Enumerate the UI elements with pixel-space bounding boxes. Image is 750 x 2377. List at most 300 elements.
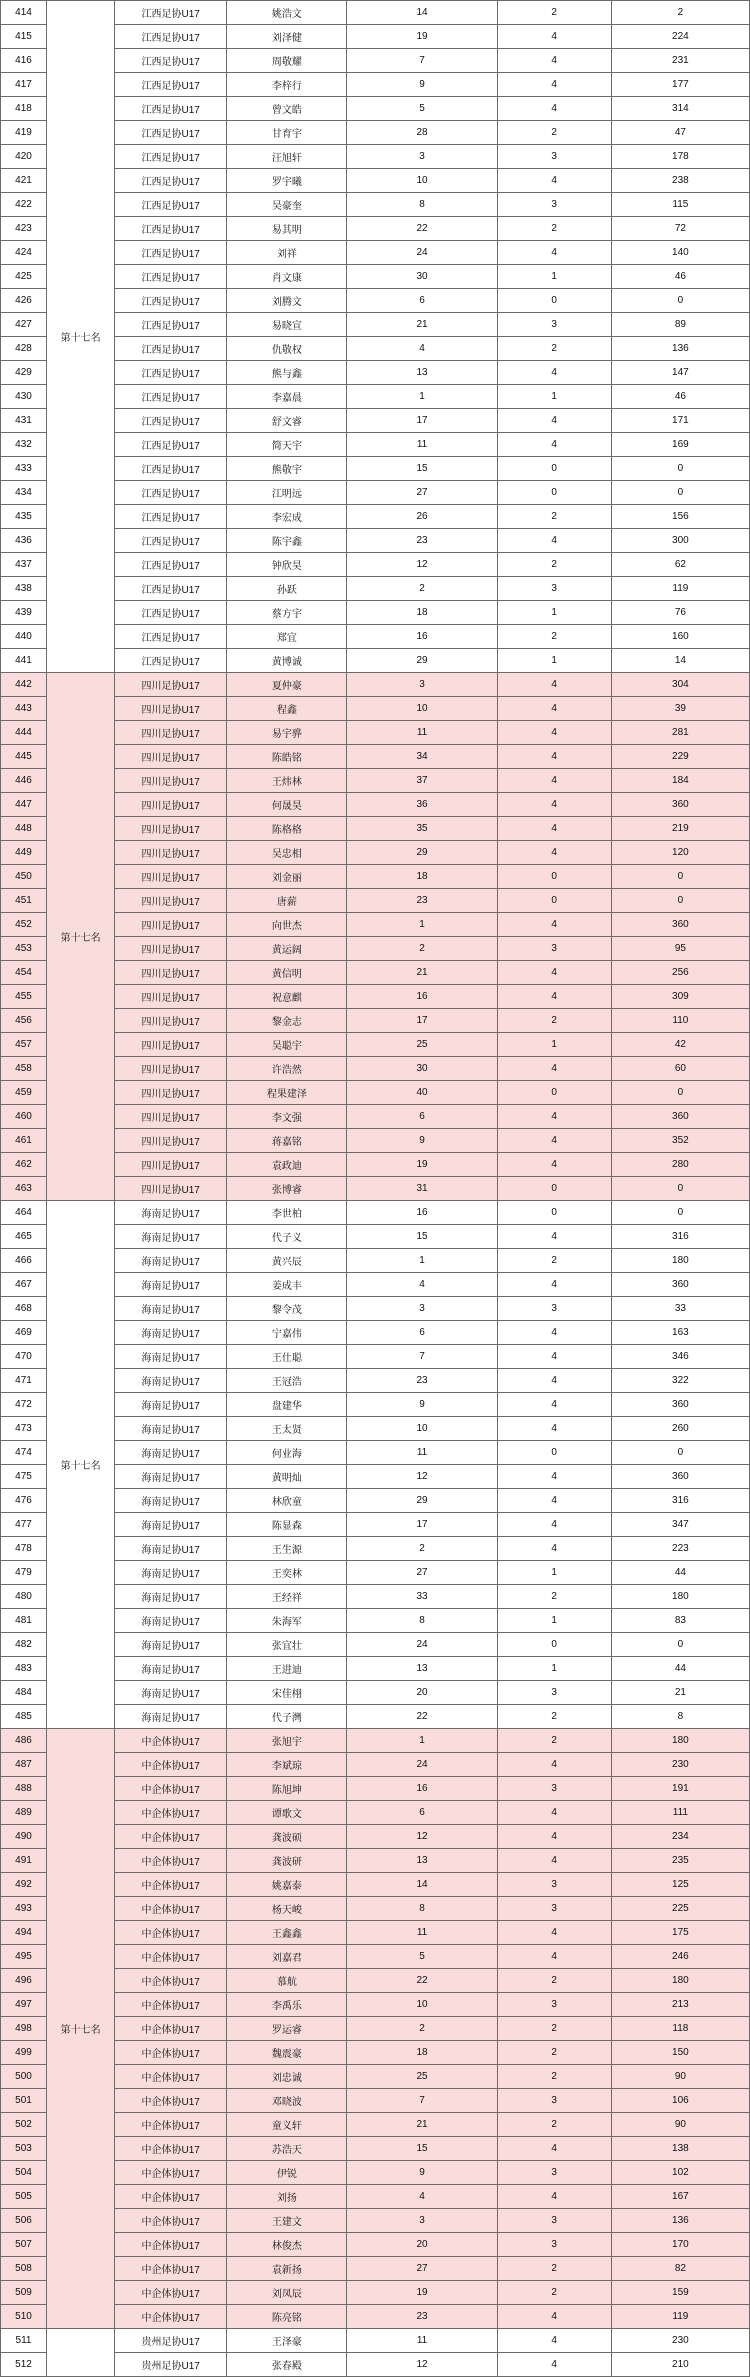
cell-value-3: 90 <box>611 2065 749 2089</box>
cell-player-name: 王建文 <box>227 2209 347 2233</box>
cell-value-1: 31 <box>347 1177 497 1201</box>
cell-value-2: 3 <box>497 1681 611 1705</box>
cell-index: 479 <box>1 1561 47 1585</box>
cell-value-2: 3 <box>497 2209 611 2233</box>
cell-player-name: 蒋嘉铭 <box>227 1129 347 1153</box>
cell-team: 海南足协U17 <box>115 1225 227 1249</box>
cell-value-2: 4 <box>497 817 611 841</box>
cell-team: 江西足协U17 <box>115 73 227 97</box>
cell-value-1: 2 <box>347 937 497 961</box>
cell-value-3: 309 <box>611 985 749 1009</box>
cell-value-2: 3 <box>497 1897 611 1921</box>
cell-team: 中企体协U17 <box>115 2041 227 2065</box>
cell-index: 464 <box>1 1201 47 1225</box>
cell-team: 海南足协U17 <box>115 1417 227 1441</box>
cell-team: 四川足协U17 <box>115 793 227 817</box>
cell-team: 海南足协U17 <box>115 1321 227 1345</box>
cell-value-2: 4 <box>497 985 611 1009</box>
cell-index: 467 <box>1 1273 47 1297</box>
cell-value-3: 42 <box>611 1033 749 1057</box>
cell-player-name: 唐薪 <box>227 889 347 913</box>
cell-index: 433 <box>1 457 47 481</box>
cell-value-1: 34 <box>347 745 497 769</box>
cell-index: 490 <box>1 1825 47 1849</box>
cell-value-2: 4 <box>497 2305 611 2329</box>
cell-value-1: 16 <box>347 985 497 1009</box>
cell-team: 江西足协U17 <box>115 241 227 265</box>
cell-value-1: 27 <box>347 1561 497 1585</box>
cell-player-name: 陈显森 <box>227 1513 347 1537</box>
cell-player-name: 邓晓波 <box>227 2089 347 2113</box>
cell-value-3: 360 <box>611 1393 749 1417</box>
cell-value-1: 10 <box>347 169 497 193</box>
cell-value-3: 119 <box>611 577 749 601</box>
cell-value-3: 0 <box>611 1633 749 1657</box>
cell-index: 419 <box>1 121 47 145</box>
cell-value-2: 4 <box>497 1801 611 1825</box>
cell-player-name: 姜成丰 <box>227 1273 347 1297</box>
cell-player-name: 林俊杰 <box>227 2233 347 2257</box>
cell-value-3: 83 <box>611 1609 749 1633</box>
cell-value-2: 4 <box>497 1753 611 1777</box>
cell-value-1: 19 <box>347 2281 497 2305</box>
cell-team: 江西足协U17 <box>115 169 227 193</box>
cell-value-2: 4 <box>497 2353 611 2377</box>
cell-team: 中企体协U17 <box>115 1897 227 1921</box>
cell-value-1: 3 <box>347 145 497 169</box>
cell-player-name: 易其明 <box>227 217 347 241</box>
cell-index: 462 <box>1 1153 47 1177</box>
cell-value-3: 138 <box>611 2137 749 2161</box>
cell-value-1: 30 <box>347 1057 497 1081</box>
cell-index: 510 <box>1 2305 47 2329</box>
cell-index: 448 <box>1 817 47 841</box>
cell-value-1: 5 <box>347 1945 497 1969</box>
cell-value-2: 3 <box>497 193 611 217</box>
cell-index: 505 <box>1 2185 47 2209</box>
cell-index: 460 <box>1 1105 47 1129</box>
cell-team: 江西足协U17 <box>115 409 227 433</box>
cell-player-name: 李世柏 <box>227 1201 347 1225</box>
cell-team: 海南足协U17 <box>115 1513 227 1537</box>
cell-value-2: 4 <box>497 1945 611 1969</box>
cell-player-name: 刘金丽 <box>227 865 347 889</box>
cell-value-2: 4 <box>497 1057 611 1081</box>
cell-player-name: 张博睿 <box>227 1177 347 1201</box>
table-row <box>1 1 750 25</box>
cell-team: 海南足协U17 <box>115 1537 227 1561</box>
cell-value-3: 8 <box>611 1705 749 1729</box>
cell-index: 474 <box>1 1441 47 1465</box>
cell-player-name: 程果建泽 <box>227 1081 347 1105</box>
cell-index: 495 <box>1 1945 47 1969</box>
cell-team: 中企体协U17 <box>115 1921 227 1945</box>
cell-value-1: 15 <box>347 2137 497 2161</box>
cell-player-name: 向世杰 <box>227 913 347 937</box>
cell-value-1: 29 <box>347 649 497 673</box>
cell-value-3: 191 <box>611 1777 749 1801</box>
cell-value-2: 1 <box>497 1609 611 1633</box>
cell-value-1: 13 <box>347 1849 497 1873</box>
cell-value-3: 111 <box>611 1801 749 1825</box>
cell-value-3: 280 <box>611 1153 749 1177</box>
cell-index: 497 <box>1 1993 47 2017</box>
cell-value-2: 3 <box>497 2161 611 2185</box>
cell-index: 424 <box>1 241 47 265</box>
cell-player-name: 舒文睿 <box>227 409 347 433</box>
cell-player-name: 王生源 <box>227 1537 347 1561</box>
cell-player-name: 陈格格 <box>227 817 347 841</box>
cell-value-3: 147 <box>611 361 749 385</box>
cell-value-1: 23 <box>347 889 497 913</box>
cell-player-name: 孙跃 <box>227 577 347 601</box>
cell-value-1: 37 <box>347 769 497 793</box>
cell-player-name: 陈亮铭 <box>227 2305 347 2329</box>
cell-value-1: 23 <box>347 1369 497 1393</box>
cell-index: 475 <box>1 1465 47 1489</box>
cell-value-1: 12 <box>347 1465 497 1489</box>
cell-value-2: 2 <box>497 553 611 577</box>
cell-value-3: 360 <box>611 793 749 817</box>
cell-index: 500 <box>1 2065 47 2089</box>
cell-player-name: 祝意麒 <box>227 985 347 1009</box>
cell-value-1: 3 <box>347 673 497 697</box>
cell-value-3: 360 <box>611 1273 749 1297</box>
cell-player-name: 甘育宇 <box>227 121 347 145</box>
cell-index: 512 <box>1 2353 47 2377</box>
cell-index: 446 <box>1 769 47 793</box>
cell-value-2: 1 <box>497 649 611 673</box>
cell-team: 海南足协U17 <box>115 1201 227 1225</box>
cell-value-3: 304 <box>611 673 749 697</box>
cell-player-name: 王奕林 <box>227 1561 347 1585</box>
cell-index: 439 <box>1 601 47 625</box>
cell-value-2: 2 <box>497 625 611 649</box>
cell-player-name: 罗运睿 <box>227 2017 347 2041</box>
cell-value-3: 219 <box>611 817 749 841</box>
cell-player-name: 李斌琼 <box>227 1753 347 1777</box>
cell-value-1: 30 <box>347 265 497 289</box>
cell-value-2: 0 <box>497 865 611 889</box>
cell-value-3: 322 <box>611 1369 749 1393</box>
cell-value-3: 150 <box>611 2041 749 2065</box>
cell-value-3: 0 <box>611 289 749 313</box>
cell-value-1: 15 <box>347 1225 497 1249</box>
cell-team: 中企体协U17 <box>115 1969 227 1993</box>
cell-value-2: 2 <box>497 121 611 145</box>
cell-value-3: 360 <box>611 913 749 937</box>
cell-player-name: 代子灣 <box>227 1705 347 1729</box>
cell-value-2: 0 <box>497 481 611 505</box>
cell-player-name: 王经祥 <box>227 1585 347 1609</box>
cell-value-1: 20 <box>347 2233 497 2257</box>
cell-team: 四川足协U17 <box>115 961 227 985</box>
cell-value-2: 3 <box>497 2089 611 2113</box>
cell-team: 江西足协U17 <box>115 1 227 25</box>
cell-value-2: 3 <box>497 2233 611 2257</box>
cell-value-3: 14 <box>611 649 749 673</box>
cell-value-3: 170 <box>611 2233 749 2257</box>
cell-value-2: 2 <box>497 2017 611 2041</box>
cell-team: 江西足协U17 <box>115 193 227 217</box>
cell-value-3: 125 <box>611 1873 749 1897</box>
cell-value-1: 9 <box>347 1393 497 1417</box>
cell-player-name: 汪旭轩 <box>227 145 347 169</box>
cell-player-name: 肖文康 <box>227 265 347 289</box>
cell-index: 440 <box>1 625 47 649</box>
cell-value-1: 1 <box>347 913 497 937</box>
cell-value-3: 234 <box>611 1825 749 1849</box>
cell-value-1: 24 <box>347 241 497 265</box>
cell-index: 487 <box>1 1753 47 1777</box>
cell-index: 436 <box>1 529 47 553</box>
cell-value-2: 2 <box>497 1 611 25</box>
cell-value-1: 18 <box>347 601 497 625</box>
cell-player-name: 吴豪奎 <box>227 193 347 217</box>
cell-index: 486 <box>1 1729 47 1753</box>
cell-value-1: 11 <box>347 1921 497 1945</box>
cell-value-3: 44 <box>611 1561 749 1585</box>
cell-value-1: 5 <box>347 97 497 121</box>
cell-value-1: 16 <box>347 1777 497 1801</box>
cell-value-2: 0 <box>497 1177 611 1201</box>
cell-value-3: 360 <box>611 1105 749 1129</box>
cell-player-name: 姚嘉泰 <box>227 1873 347 1897</box>
cell-player-name: 熊敬宇 <box>227 457 347 481</box>
cell-value-2: 4 <box>497 745 611 769</box>
cell-value-1: 8 <box>347 1897 497 1921</box>
cell-player-name: 王冠浩 <box>227 1369 347 1393</box>
cell-team: 四川足协U17 <box>115 937 227 961</box>
cell-value-3: 281 <box>611 721 749 745</box>
cell-team: 中企体协U17 <box>115 1801 227 1825</box>
cell-value-3: 346 <box>611 1345 749 1369</box>
cell-value-3: 0 <box>611 1177 749 1201</box>
cell-player-name: 林欣童 <box>227 1489 347 1513</box>
cell-team: 海南足协U17 <box>115 1609 227 1633</box>
cell-player-name: 谭歌文 <box>227 1801 347 1825</box>
cell-player-name: 袁新扬 <box>227 2257 347 2281</box>
cell-index: 504 <box>1 2161 47 2185</box>
cell-player-name: 盘建华 <box>227 1393 347 1417</box>
cell-value-1: 16 <box>347 625 497 649</box>
cell-value-3: 106 <box>611 2089 749 2113</box>
cell-value-3: 0 <box>611 1441 749 1465</box>
cell-value-3: 360 <box>611 1465 749 1489</box>
cell-player-name: 宋佳栩 <box>227 1681 347 1705</box>
cell-index: 488 <box>1 1777 47 1801</box>
cell-index: 503 <box>1 2137 47 2161</box>
cell-value-3: 47 <box>611 121 749 145</box>
cell-index: 469 <box>1 1321 47 1345</box>
cell-team: 四川足协U17 <box>115 721 227 745</box>
cell-index: 453 <box>1 937 47 961</box>
cell-value-3: 46 <box>611 385 749 409</box>
cell-value-2: 4 <box>497 841 611 865</box>
cell-value-2: 1 <box>497 1033 611 1057</box>
cell-index: 463 <box>1 1177 47 1201</box>
cell-value-2: 4 <box>497 769 611 793</box>
cell-player-name: 黎金志 <box>227 1009 347 1033</box>
cell-value-2: 3 <box>497 1297 611 1321</box>
cell-value-1: 7 <box>347 2089 497 2113</box>
cell-player-name: 刘泽健 <box>227 25 347 49</box>
cell-team: 四川足协U17 <box>115 745 227 769</box>
cell-rank-label: 第十七名 <box>47 1201 115 1729</box>
cell-value-1: 6 <box>347 1105 497 1129</box>
cell-value-2: 4 <box>497 361 611 385</box>
cell-value-3: 140 <box>611 241 749 265</box>
cell-index: 443 <box>1 697 47 721</box>
cell-player-name: 何晟昊 <box>227 793 347 817</box>
cell-index: 441 <box>1 649 47 673</box>
cell-value-3: 0 <box>611 865 749 889</box>
cell-value-3: 90 <box>611 2113 749 2137</box>
cell-team: 江西足协U17 <box>115 49 227 73</box>
cell-player-name: 易宇骅 <box>227 721 347 745</box>
cell-value-1: 12 <box>347 553 497 577</box>
cell-value-2: 4 <box>497 1489 611 1513</box>
cell-value-3: 95 <box>611 937 749 961</box>
cell-value-3: 119 <box>611 2305 749 2329</box>
cell-team: 中企体协U17 <box>115 2257 227 2281</box>
cell-team: 海南足协U17 <box>115 1657 227 1681</box>
cell-value-3: 76 <box>611 601 749 625</box>
cell-value-3: 62 <box>611 553 749 577</box>
cell-team: 海南足协U17 <box>115 1369 227 1393</box>
cell-player-name: 龚波研 <box>227 1849 347 1873</box>
cell-value-3: 178 <box>611 145 749 169</box>
cell-team: 中企体协U17 <box>115 2281 227 2305</box>
cell-team: 海南足协U17 <box>115 1441 227 1465</box>
cell-value-3: 136 <box>611 2209 749 2233</box>
cell-index: 457 <box>1 1033 47 1057</box>
cell-value-3: 316 <box>611 1225 749 1249</box>
cell-value-3: 180 <box>611 1969 749 1993</box>
cell-value-1: 1 <box>347 1249 497 1273</box>
cell-team: 江西足协U17 <box>115 265 227 289</box>
cell-team: 江西足协U17 <box>115 457 227 481</box>
cell-value-1: 22 <box>347 1969 497 1993</box>
cell-value-1: 12 <box>347 1825 497 1849</box>
cell-value-3: 347 <box>611 1513 749 1537</box>
cell-index: 437 <box>1 553 47 577</box>
cell-team: 贵州足协U17 <box>115 2329 227 2353</box>
cell-player-name: 童义轩 <box>227 2113 347 2137</box>
cell-player-name: 陈宇鑫 <box>227 529 347 553</box>
cell-value-2: 2 <box>497 1969 611 1993</box>
cell-value-3: 230 <box>611 2329 749 2353</box>
cell-player-name: 刘腾文 <box>227 289 347 313</box>
cell-value-3: 21 <box>611 1681 749 1705</box>
cell-value-1: 8 <box>347 1609 497 1633</box>
cell-value-2: 3 <box>497 1777 611 1801</box>
cell-value-1: 17 <box>347 1513 497 1537</box>
cell-value-2: 0 <box>497 1633 611 1657</box>
cell-team: 四川足协U17 <box>115 1129 227 1153</box>
cell-value-2: 4 <box>497 1513 611 1537</box>
cell-index: 430 <box>1 385 47 409</box>
cell-value-1: 4 <box>347 2185 497 2209</box>
cell-value-2: 4 <box>497 1369 611 1393</box>
cell-value-3: 160 <box>611 625 749 649</box>
cell-index: 498 <box>1 2017 47 2041</box>
cell-team: 中企体协U17 <box>115 2185 227 2209</box>
cell-value-1: 14 <box>347 1 497 25</box>
cell-index: 507 <box>1 2233 47 2257</box>
cell-value-3: 33 <box>611 1297 749 1321</box>
cell-index: 509 <box>1 2281 47 2305</box>
cell-team: 江西足协U17 <box>115 601 227 625</box>
cell-player-name: 陈皓铭 <box>227 745 347 769</box>
cell-index: 421 <box>1 169 47 193</box>
cell-value-1: 24 <box>347 1753 497 1777</box>
cell-player-name: 刘祥 <box>227 241 347 265</box>
cell-team: 江西足协U17 <box>115 145 227 169</box>
cell-team: 四川足协U17 <box>115 913 227 937</box>
cell-value-1: 19 <box>347 25 497 49</box>
cell-value-2: 4 <box>497 1537 611 1561</box>
cell-team: 中企体协U17 <box>115 2209 227 2233</box>
cell-team: 四川足协U17 <box>115 769 227 793</box>
cell-value-1: 4 <box>347 337 497 361</box>
cell-value-2: 4 <box>497 529 611 553</box>
cell-index: 426 <box>1 289 47 313</box>
cell-team: 四川足协U17 <box>115 1033 227 1057</box>
cell-value-1: 10 <box>347 697 497 721</box>
cell-value-1: 13 <box>347 361 497 385</box>
cell-team: 四川足协U17 <box>115 673 227 697</box>
cell-player-name: 李宏成 <box>227 505 347 529</box>
cell-value-1: 9 <box>347 1129 497 1153</box>
cell-value-2: 3 <box>497 145 611 169</box>
cell-value-3: 171 <box>611 409 749 433</box>
cell-team: 海南足协U17 <box>115 1633 227 1657</box>
cell-value-2: 2 <box>497 2281 611 2305</box>
cell-value-3: 231 <box>611 49 749 73</box>
cell-index: 477 <box>1 1513 47 1537</box>
cell-value-3: 175 <box>611 1921 749 1945</box>
cell-value-1: 11 <box>347 2329 497 2353</box>
cell-value-2: 4 <box>497 2185 611 2209</box>
cell-value-2: 4 <box>497 97 611 121</box>
cell-value-1: 23 <box>347 2305 497 2329</box>
cell-team: 四川足协U17 <box>115 841 227 865</box>
cell-value-2: 3 <box>497 577 611 601</box>
cell-team: 江西足协U17 <box>115 313 227 337</box>
table-row <box>1 673 750 697</box>
cell-value-3: 223 <box>611 1537 749 1561</box>
cell-index: 485 <box>1 1705 47 1729</box>
cell-value-2: 4 <box>497 1105 611 1129</box>
cell-team: 海南足协U17 <box>115 1465 227 1489</box>
cell-value-2: 4 <box>497 721 611 745</box>
cell-index: 473 <box>1 1417 47 1441</box>
cell-team: 江西足协U17 <box>115 385 227 409</box>
cell-value-3: 159 <box>611 2281 749 2305</box>
cell-value-3: 60 <box>611 1057 749 1081</box>
cell-player-name: 刘嘉君 <box>227 1945 347 1969</box>
cell-index: 508 <box>1 2257 47 2281</box>
cell-value-3: 225 <box>611 1897 749 1921</box>
cell-value-2: 3 <box>497 313 611 337</box>
cell-player-name: 蔡方宇 <box>227 601 347 625</box>
cell-value-2: 0 <box>497 1441 611 1465</box>
table-body <box>1 1 750 2377</box>
cell-index: 447 <box>1 793 47 817</box>
cell-value-2: 2 <box>497 2257 611 2281</box>
cell-player-name: 何业海 <box>227 1441 347 1465</box>
